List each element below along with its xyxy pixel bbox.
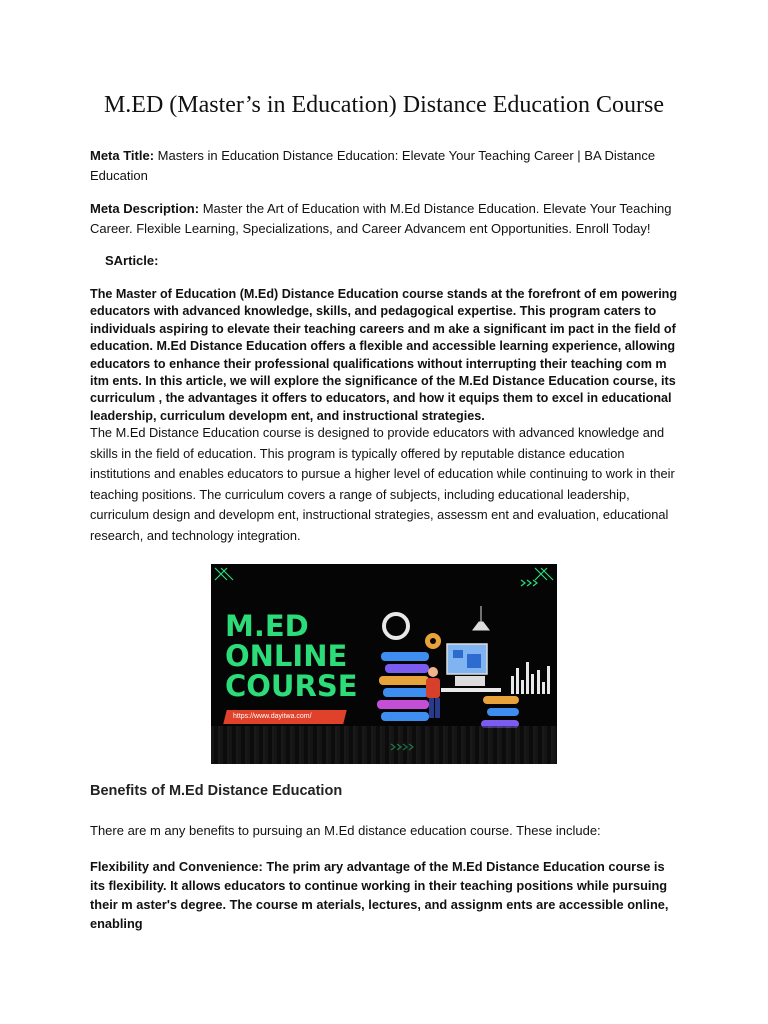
banner-ground-texture [211, 726, 557, 764]
books-stack-icon [377, 652, 429, 721]
banner-line-2: ONLINE [225, 639, 348, 673]
banner-headline [225, 611, 358, 701]
corner-hatch-icon [215, 568, 553, 580]
flexibility-paragraph: Flexibility and Convenience: The prim ary advantage of the M.Ed Distance Education course is its flexibility. It allows educators to continue working in their teaching positions while pursuing their m aster's degree. The course m aterials, lectures, and assignm ents are accessible online, enabling [90, 859, 669, 931]
monitor-icon [447, 644, 487, 686]
meta-title-text: Masters in Education Distance Education: Elevate Your Teaching Career | BA Distance Education [90, 148, 656, 183]
meta-description-text: Master the Art of Education with M.Ed Distance Education. Elevate Your Teaching Career. Flexible Learning, Specializations, and Career Advancem ent Opportunities. Enroll Today! [90, 201, 672, 236]
banner-line-3: COURSE [225, 669, 358, 703]
banner-line-1: M.ED [225, 609, 309, 643]
course-banner-image [211, 564, 557, 764]
lamp-icon [473, 606, 489, 630]
banner-url-bar [223, 710, 346, 724]
meta-description [90, 199, 680, 239]
right-books-icon [481, 696, 519, 728]
benefits-intro: There are m any benefits to pursuing an M.Ed distance education course. These include: [90, 823, 601, 838]
benefits-heading: Benefits of M.Ed Distance Education [90, 783, 343, 799]
article-label: SArticle: [105, 253, 159, 268]
ring-icon [384, 614, 408, 638]
desk-icon [441, 688, 501, 692]
meta-title [90, 146, 680, 186]
second-paragraph: The M.Ed Distance Education course is designed to provide educators with advanced knowledge and skills in the field of education. This program is typically offered by reputable distance education institutions and enables educators to pursue a higher level of education while continuing to work in their teaching positions. The curriculum covers a range of subjects, including educational leadership, curriculum design and developm ent, instructional strategies, assessm ent and evaluation, educational research, and technology integration. [90, 425, 675, 543]
person-icon [426, 667, 440, 718]
skyline-icon [511, 662, 550, 694]
meta-title-label: Meta Title: [90, 148, 155, 163]
banner-url: https://www.dayitwa.com/ [233, 713, 312, 720]
intro-paragraph: The Master of Education (M.Ed) Distance Education course stands at the forefront of em powering educators with advanced knowledge, skills, and pedagogical expertise. This program caters to individuals aspiring to elevate their teaching careers and m ake a significant im pact in the field of education. M.Ed Distance Education offers a flexible and accessible learning experience, allowing educators to enhance their professional qualifications without interrupting their teaching com m itm ents. In this article, we will explore the significance of the M.Ed Distance Education course, its curriculum , the advantages it offers to educators, and how it equips them to excel in educational leadership, curriculum developm ent, and instructional strategies. [90, 287, 678, 423]
page-title: M.ED (Master’s in Education) Distance Education Course [103, 92, 665, 118]
meta-description-label: Meta Description: [90, 201, 200, 216]
